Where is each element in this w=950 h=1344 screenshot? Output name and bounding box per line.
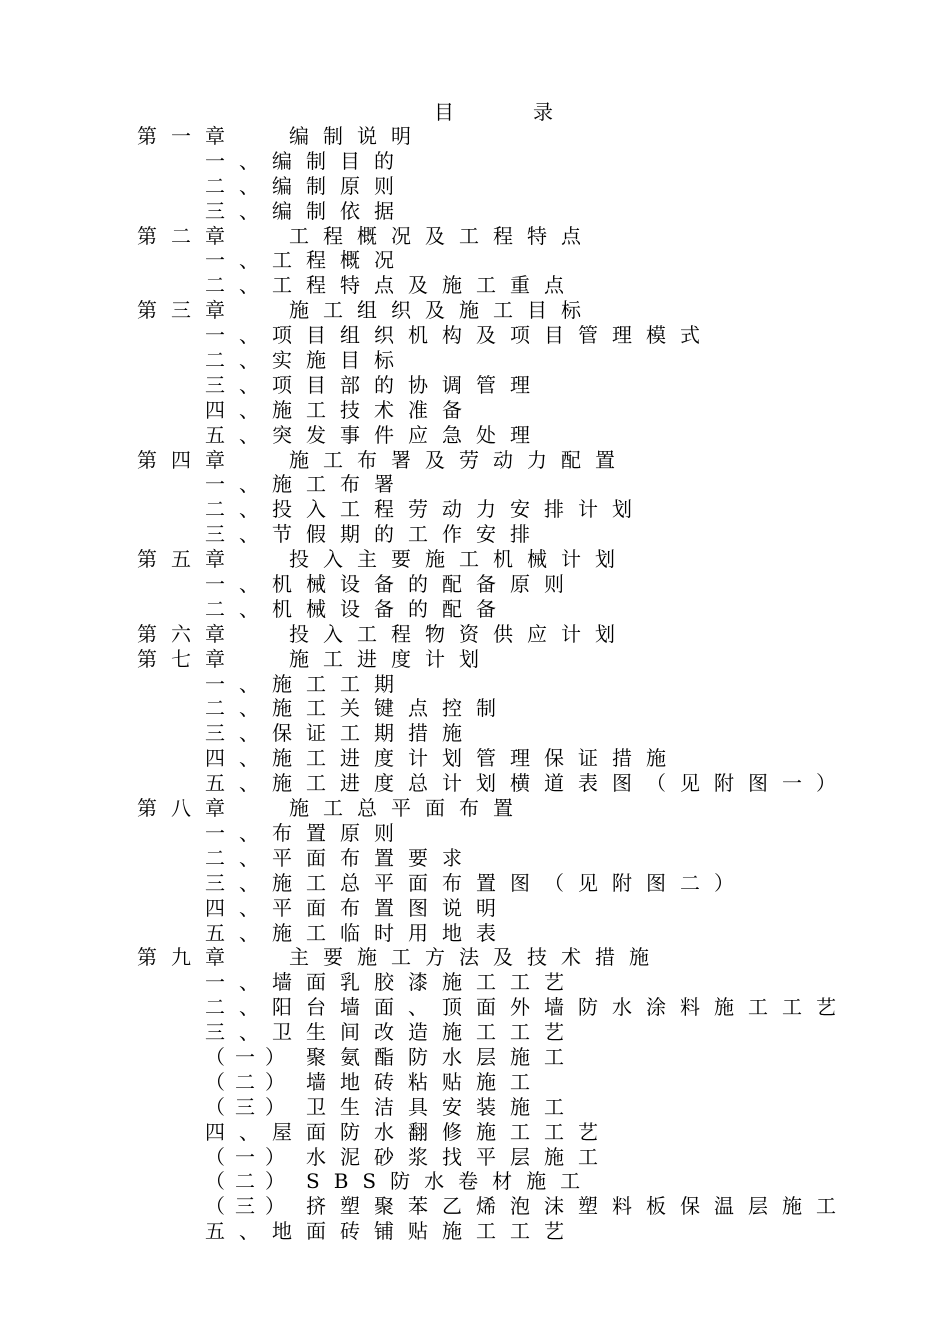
toc-entry-number: 四、 [205, 397, 273, 422]
toc-entry-section[interactable] [0, 323, 950, 348]
toc-entry-number: 一、 [205, 970, 273, 995]
toc-entry-number: 二、 [205, 273, 273, 298]
toc-entry-title: 工程概况及工程特点 [289, 223, 595, 248]
toc-entry-title: 项目组织机构及项目管理模式 [272, 323, 714, 348]
toc-entry-section[interactable] [0, 672, 950, 697]
toc-entry-section[interactable] [0, 696, 950, 721]
toc-entry-sub[interactable] [0, 1145, 950, 1170]
toc-entry-title: 墙地砖粘贴施工 [306, 1069, 544, 1094]
toc-entry-title: 施工进度总计划横道表图（见附图一） [272, 771, 850, 796]
table-of-contents [0, 124, 950, 1244]
toc-entry-number: 五、 [205, 422, 273, 447]
toc-entry-title: 施工临时用地表 [272, 920, 510, 945]
toc-entry-section[interactable] [0, 497, 950, 522]
toc-entry-section[interactable] [0, 597, 950, 622]
toc-entry-section[interactable] [0, 472, 950, 497]
toc-entry-number: 第六章 [137, 621, 239, 646]
toc-entry-title: 编制原则 [272, 173, 408, 198]
toc-entry-number: 四、 [205, 1119, 273, 1144]
toc-entry-title: 卫生洁具安装施工 [306, 1094, 578, 1119]
toc-entry-number: （二） [205, 1069, 295, 1094]
toc-entry-chapter[interactable] [0, 298, 950, 323]
toc-entry-title: 聚氨酯防水层施工 [306, 1044, 578, 1069]
toc-entry-title: 墙面乳胶漆施工工艺 [272, 970, 578, 995]
toc-entry-section[interactable] [0, 348, 950, 373]
toc-entry-number: 第三章 [137, 298, 239, 323]
toc-entry-number: 第一章 [137, 124, 239, 148]
toc-entry-title: 施工布署 [272, 472, 408, 497]
toc-entry-section[interactable] [0, 248, 950, 273]
toc-entry-title: 施工总平面布置 [289, 796, 527, 821]
toc-entry-number: 第五章 [137, 547, 239, 572]
toc-entry-title: 突发事件应急处理 [272, 422, 544, 447]
toc-entry-section[interactable] [0, 970, 950, 995]
toc-entry-section[interactable] [0, 771, 950, 796]
toc-entry-sub[interactable] [0, 1070, 950, 1095]
toc-entry-title: 挤塑聚苯乙烯泡沫塑料板保温层施工 [306, 1194, 850, 1219]
toc-entry-number: 第八章 [137, 796, 239, 821]
toc-entry-number: 第二章 [137, 223, 239, 248]
toc-entry-section[interactable] [0, 273, 950, 298]
toc-entry-number: 五、 [205, 771, 273, 796]
toc-entry-title: 屋面防水翻修施工工艺 [272, 1119, 612, 1144]
toc-entry-title: 投入主要施工机械计划 [289, 547, 629, 572]
toc-entry-title: 投入工程劳动力安排计划 [272, 497, 646, 522]
toc-entry-section[interactable] [0, 846, 950, 871]
toc-entry-section[interactable] [0, 423, 950, 448]
toc-entry-number: 一、 [205, 248, 273, 273]
toc-entry-number: 二、 [205, 845, 273, 870]
toc-heading-left: 目 [434, 100, 454, 124]
toc-entry-number: 三、 [205, 198, 273, 223]
toc-entry-title: 机械设备的配备 [272, 596, 510, 621]
toc-entry-section[interactable] [0, 1020, 950, 1045]
toc-entry-title: 水泥砂浆找平层施工 [306, 1144, 612, 1169]
toc-entry-section[interactable] [0, 199, 950, 224]
toc-entry-section[interactable] [0, 721, 950, 746]
toc-entry-title: 项目部的协调管理 [272, 372, 544, 397]
toc-entry-number: （二） [205, 1169, 295, 1194]
toc-entry-chapter[interactable] [0, 945, 950, 970]
toc-entry-number: （三） [205, 1194, 295, 1219]
toc-entry-title: 工程概况 [272, 248, 408, 273]
toc-entry-title: 投入工程物资供应计划 [289, 621, 629, 646]
toc-heading [0, 98, 950, 126]
toc-entry-number: 二、 [205, 995, 273, 1020]
toc-entry-title: 工程特点及施工重点 [272, 273, 578, 298]
toc-entry-number: 三、 [205, 870, 273, 895]
toc-entry-number: 三、 [205, 1020, 273, 1045]
toc-entry-section[interactable] [0, 896, 950, 921]
toc-entry-title: 平面布置要求 [272, 845, 476, 870]
toc-entry-section[interactable] [0, 373, 950, 398]
toc-entry-section[interactable] [0, 149, 950, 174]
toc-entry-title: SBS防水卷材施工 [306, 1169, 595, 1194]
toc-entry-number: 五、 [205, 1219, 273, 1244]
toc-entry-section[interactable] [0, 995, 950, 1020]
toc-entry-number: 一、 [205, 472, 273, 497]
toc-entry-number: 二、 [205, 696, 273, 721]
toc-entry-sub[interactable] [0, 1095, 950, 1120]
toc-entry-section[interactable] [0, 1219, 950, 1244]
toc-entry-title: 编制说明 [289, 124, 425, 148]
toc-entry-number: 三、 [205, 522, 273, 547]
toc-entry-sub[interactable] [0, 1169, 950, 1194]
toc-entry-section[interactable] [0, 871, 950, 896]
toc-entry-section[interactable] [0, 821, 950, 846]
toc-entry-title: 施工进度计划管理保证措施 [272, 746, 680, 771]
toc-entry-number: 一、 [205, 671, 273, 696]
toc-entry-section[interactable] [0, 174, 950, 199]
toc-entry-title: 实施目标 [272, 348, 408, 373]
toc-entry-section[interactable] [0, 398, 950, 423]
toc-entry-chapter[interactable] [0, 124, 950, 149]
toc-entry-title: 施工关键点控制 [272, 696, 510, 721]
toc-heading-right: 录 [533, 100, 553, 124]
toc-entry-number: 二、 [205, 348, 273, 373]
toc-entry-number: （三） [205, 1094, 295, 1119]
toc-entry-number: 二、 [205, 596, 273, 621]
toc-entry-sub[interactable] [0, 1194, 950, 1219]
toc-entry-title: 地面砖铺贴施工工艺 [272, 1219, 578, 1244]
toc-entry-number: 二、 [205, 497, 273, 522]
toc-entry-number: 第七章 [137, 646, 239, 671]
toc-entry-chapter[interactable] [0, 224, 950, 249]
toc-entry-number: 四、 [205, 895, 273, 920]
toc-entry-chapter[interactable] [0, 796, 950, 821]
toc-entry-title: 机械设备的配备原则 [272, 572, 578, 597]
toc-entry-title: 卫生间改造施工工艺 [272, 1020, 578, 1045]
toc-entry-title: 施工工期 [272, 671, 408, 696]
toc-entry-number: 三、 [205, 721, 273, 746]
toc-entry-number: （一） [205, 1144, 295, 1169]
toc-entry-sub[interactable] [0, 1045, 950, 1070]
toc-entry-title: 编制目的 [272, 148, 408, 173]
toc-entry-section[interactable] [0, 921, 950, 946]
toc-entry-number: 第四章 [137, 447, 239, 472]
toc-entry-title: 施工进度计划 [289, 646, 493, 671]
toc-entry-number: 三、 [205, 372, 273, 397]
toc-entry-section[interactable] [0, 572, 950, 597]
toc-entry-number: 一、 [205, 820, 273, 845]
toc-entry-title: 编制依据 [272, 198, 408, 223]
toc-entry-number: 五、 [205, 920, 273, 945]
toc-entry-title: 阳台墙面、顶面外墙防水涂料施工工艺 [272, 995, 850, 1020]
toc-entry-chapter[interactable] [0, 622, 950, 647]
toc-entry-number: 二、 [205, 173, 273, 198]
toc-entry-number: 一、 [205, 572, 273, 597]
toc-entry-chapter[interactable] [0, 647, 950, 672]
toc-entry-chapter[interactable] [0, 448, 950, 473]
toc-entry-title: 施工布署及劳动力配置 [289, 447, 629, 472]
toc-entry-number: 第九章 [137, 945, 239, 970]
toc-entry-title: 节假期的工作安排 [272, 522, 544, 547]
toc-entry-title: 施工技术准备 [272, 397, 476, 422]
toc-entry-number: （一） [205, 1044, 295, 1069]
toc-entry-title: 布置原则 [272, 820, 408, 845]
toc-entry-title: 平面布置图说明 [272, 895, 510, 920]
toc-entry-section[interactable] [0, 1120, 950, 1145]
toc-entry-number: 一、 [205, 323, 273, 348]
toc-entry-title: 施工总平面布置图（见附图二） [272, 870, 748, 895]
toc-entry-number: 四、 [205, 746, 273, 771]
toc-entry-chapter[interactable] [0, 547, 950, 572]
toc-entry-title: 保证工期措施 [272, 721, 476, 746]
toc-entry-title: 主要施工方法及技术措施 [289, 945, 663, 970]
toc-entry-section[interactable] [0, 522, 950, 547]
toc-entry-section[interactable] [0, 746, 950, 771]
toc-entry-number: 一、 [205, 148, 273, 173]
toc-entry-title: 施工组织及施工目标 [289, 298, 595, 323]
